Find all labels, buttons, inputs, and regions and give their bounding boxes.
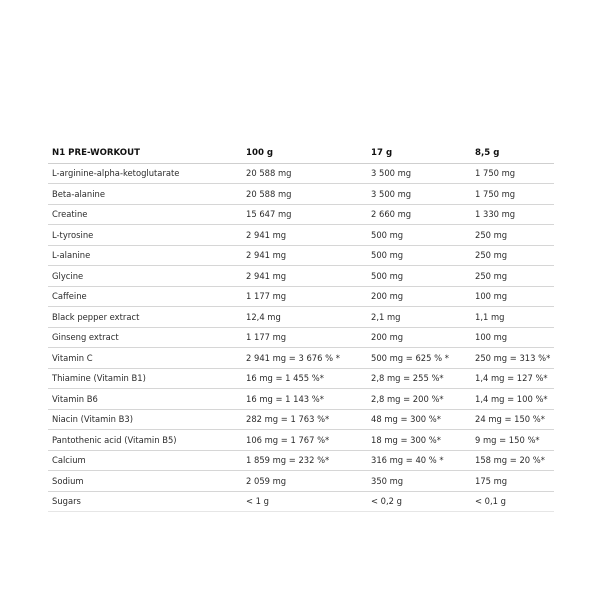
ingredient-cell: Thiamine (Vitamin B1) <box>48 368 242 389</box>
table-row <box>48 184 554 205</box>
per-17g-cell: 2,8 mg = 200 %* <box>367 389 471 410</box>
per-17g-cell: 3 500 mg <box>367 163 471 184</box>
header-per-8-5g: 8,5 g <box>471 143 554 163</box>
per-8-5g-cell: 1,4 mg = 100 %* <box>471 389 554 410</box>
ingredient-cell: Sodium <box>48 471 242 492</box>
per-8-5g-cell: 250 mg = 313 %* <box>471 348 554 369</box>
table-row <box>48 327 554 348</box>
per-17g-cell: 316 mg = 40 % * <box>367 450 471 471</box>
ingredient-cell: Pantothenic acid (Vitamin B5) <box>48 430 242 451</box>
table-row <box>48 491 554 512</box>
per-100g-cell: 16 mg = 1 455 %* <box>242 368 367 389</box>
table-row <box>48 409 554 430</box>
per-8-5g-cell: 9 mg = 150 %* <box>471 430 554 451</box>
table-row <box>48 348 554 369</box>
per-8-5g-cell: 250 mg <box>471 266 554 287</box>
table-row <box>48 389 554 410</box>
per-8-5g-cell: 1 330 mg <box>471 204 554 225</box>
table-row <box>48 471 554 492</box>
per-17g-cell: 500 mg <box>367 225 471 246</box>
header-per-100g: 100 g <box>242 143 367 163</box>
per-100g-cell: 2 941 mg <box>242 245 367 266</box>
per-8-5g-cell: 175 mg <box>471 471 554 492</box>
per-8-5g-cell: 24 mg = 150 %* <box>471 409 554 430</box>
ingredient-cell: Sugars <box>48 491 242 512</box>
ingredient-cell: L-arginine-alpha-ketoglutarate <box>48 163 242 184</box>
per-17g-cell: 3 500 mg <box>367 184 471 205</box>
ingredient-cell: Creatine <box>48 204 242 225</box>
per-100g-cell: 106 mg = 1 767 %* <box>242 430 367 451</box>
per-8-5g-cell: 1,4 mg = 127 %* <box>471 368 554 389</box>
table-row <box>48 204 554 225</box>
per-100g-cell: 1 859 mg = 232 %* <box>242 450 367 471</box>
ingredient-cell: Caffeine <box>48 286 242 307</box>
ingredient-cell: Beta-alanine <box>48 184 242 205</box>
ingredient-cell: Glycine <box>48 266 242 287</box>
ingredient-cell: Vitamin C <box>48 348 242 369</box>
per-17g-cell: 2,1 mg <box>367 307 471 328</box>
per-17g-cell: 200 mg <box>367 327 471 348</box>
table-row <box>48 266 554 287</box>
per-8-5g-cell: 250 mg <box>471 225 554 246</box>
table-row <box>48 307 554 328</box>
table-header-row <box>48 143 554 163</box>
table-body <box>48 163 554 512</box>
per-8-5g-cell: 1,1 mg <box>471 307 554 328</box>
per-17g-cell: 500 mg <box>367 266 471 287</box>
per-100g-cell: 2 059 mg <box>242 471 367 492</box>
table-row <box>48 163 554 184</box>
per-8-5g-cell: 100 mg <box>471 327 554 348</box>
table-row <box>48 225 554 246</box>
per-100g-cell: 12,4 mg <box>242 307 367 328</box>
per-100g-cell: 16 mg = 1 143 %* <box>242 389 367 410</box>
table-row <box>48 245 554 266</box>
per-8-5g-cell: 250 mg <box>471 245 554 266</box>
per-17g-cell: 500 mg = 625 % * <box>367 348 471 369</box>
per-8-5g-cell: 1 750 mg <box>471 163 554 184</box>
per-100g-cell: 20 588 mg <box>242 184 367 205</box>
per-8-5g-cell: 158 mg = 20 %* <box>471 450 554 471</box>
ingredient-cell: L-alanine <box>48 245 242 266</box>
per-17g-cell: 350 mg <box>367 471 471 492</box>
per-17g-cell: 18 mg = 300 %* <box>367 430 471 451</box>
per-17g-cell: 48 mg = 300 %* <box>367 409 471 430</box>
nutrition-table-container <box>48 143 554 512</box>
per-8-5g-cell: < 0,1 g <box>471 491 554 512</box>
per-100g-cell: 2 941 mg <box>242 225 367 246</box>
header-per-17g: 17 g <box>367 143 471 163</box>
per-100g-cell: 2 941 mg <box>242 266 367 287</box>
table-row <box>48 450 554 471</box>
per-17g-cell: < 0,2 g <box>367 491 471 512</box>
ingredient-cell: Black pepper extract <box>48 307 242 328</box>
ingredient-cell: L-tyrosine <box>48 225 242 246</box>
per-100g-cell: 15 647 mg <box>242 204 367 225</box>
per-17g-cell: 2,8 mg = 255 %* <box>367 368 471 389</box>
table-row <box>48 368 554 389</box>
per-100g-cell: 2 941 mg = 3 676 % * <box>242 348 367 369</box>
per-8-5g-cell: 1 750 mg <box>471 184 554 205</box>
table-row <box>48 286 554 307</box>
ingredient-cell: Niacin (Vitamin B3) <box>48 409 242 430</box>
per-100g-cell: 20 588 mg <box>242 163 367 184</box>
table-row <box>48 430 554 451</box>
per-17g-cell: 500 mg <box>367 245 471 266</box>
per-17g-cell: 2 660 mg <box>367 204 471 225</box>
ingredient-cell: Calcium <box>48 450 242 471</box>
per-100g-cell: 1 177 mg <box>242 327 367 348</box>
per-100g-cell: 282 mg = 1 763 %* <box>242 409 367 430</box>
ingredient-cell: Vitamin B6 <box>48 389 242 410</box>
nutrition-table <box>48 143 554 512</box>
ingredient-cell: Ginseng extract <box>48 327 242 348</box>
header-product: N1 PRE-WORKOUT <box>48 143 242 163</box>
per-100g-cell: < 1 g <box>242 491 367 512</box>
per-17g-cell: 200 mg <box>367 286 471 307</box>
per-8-5g-cell: 100 mg <box>471 286 554 307</box>
per-100g-cell: 1 177 mg <box>242 286 367 307</box>
